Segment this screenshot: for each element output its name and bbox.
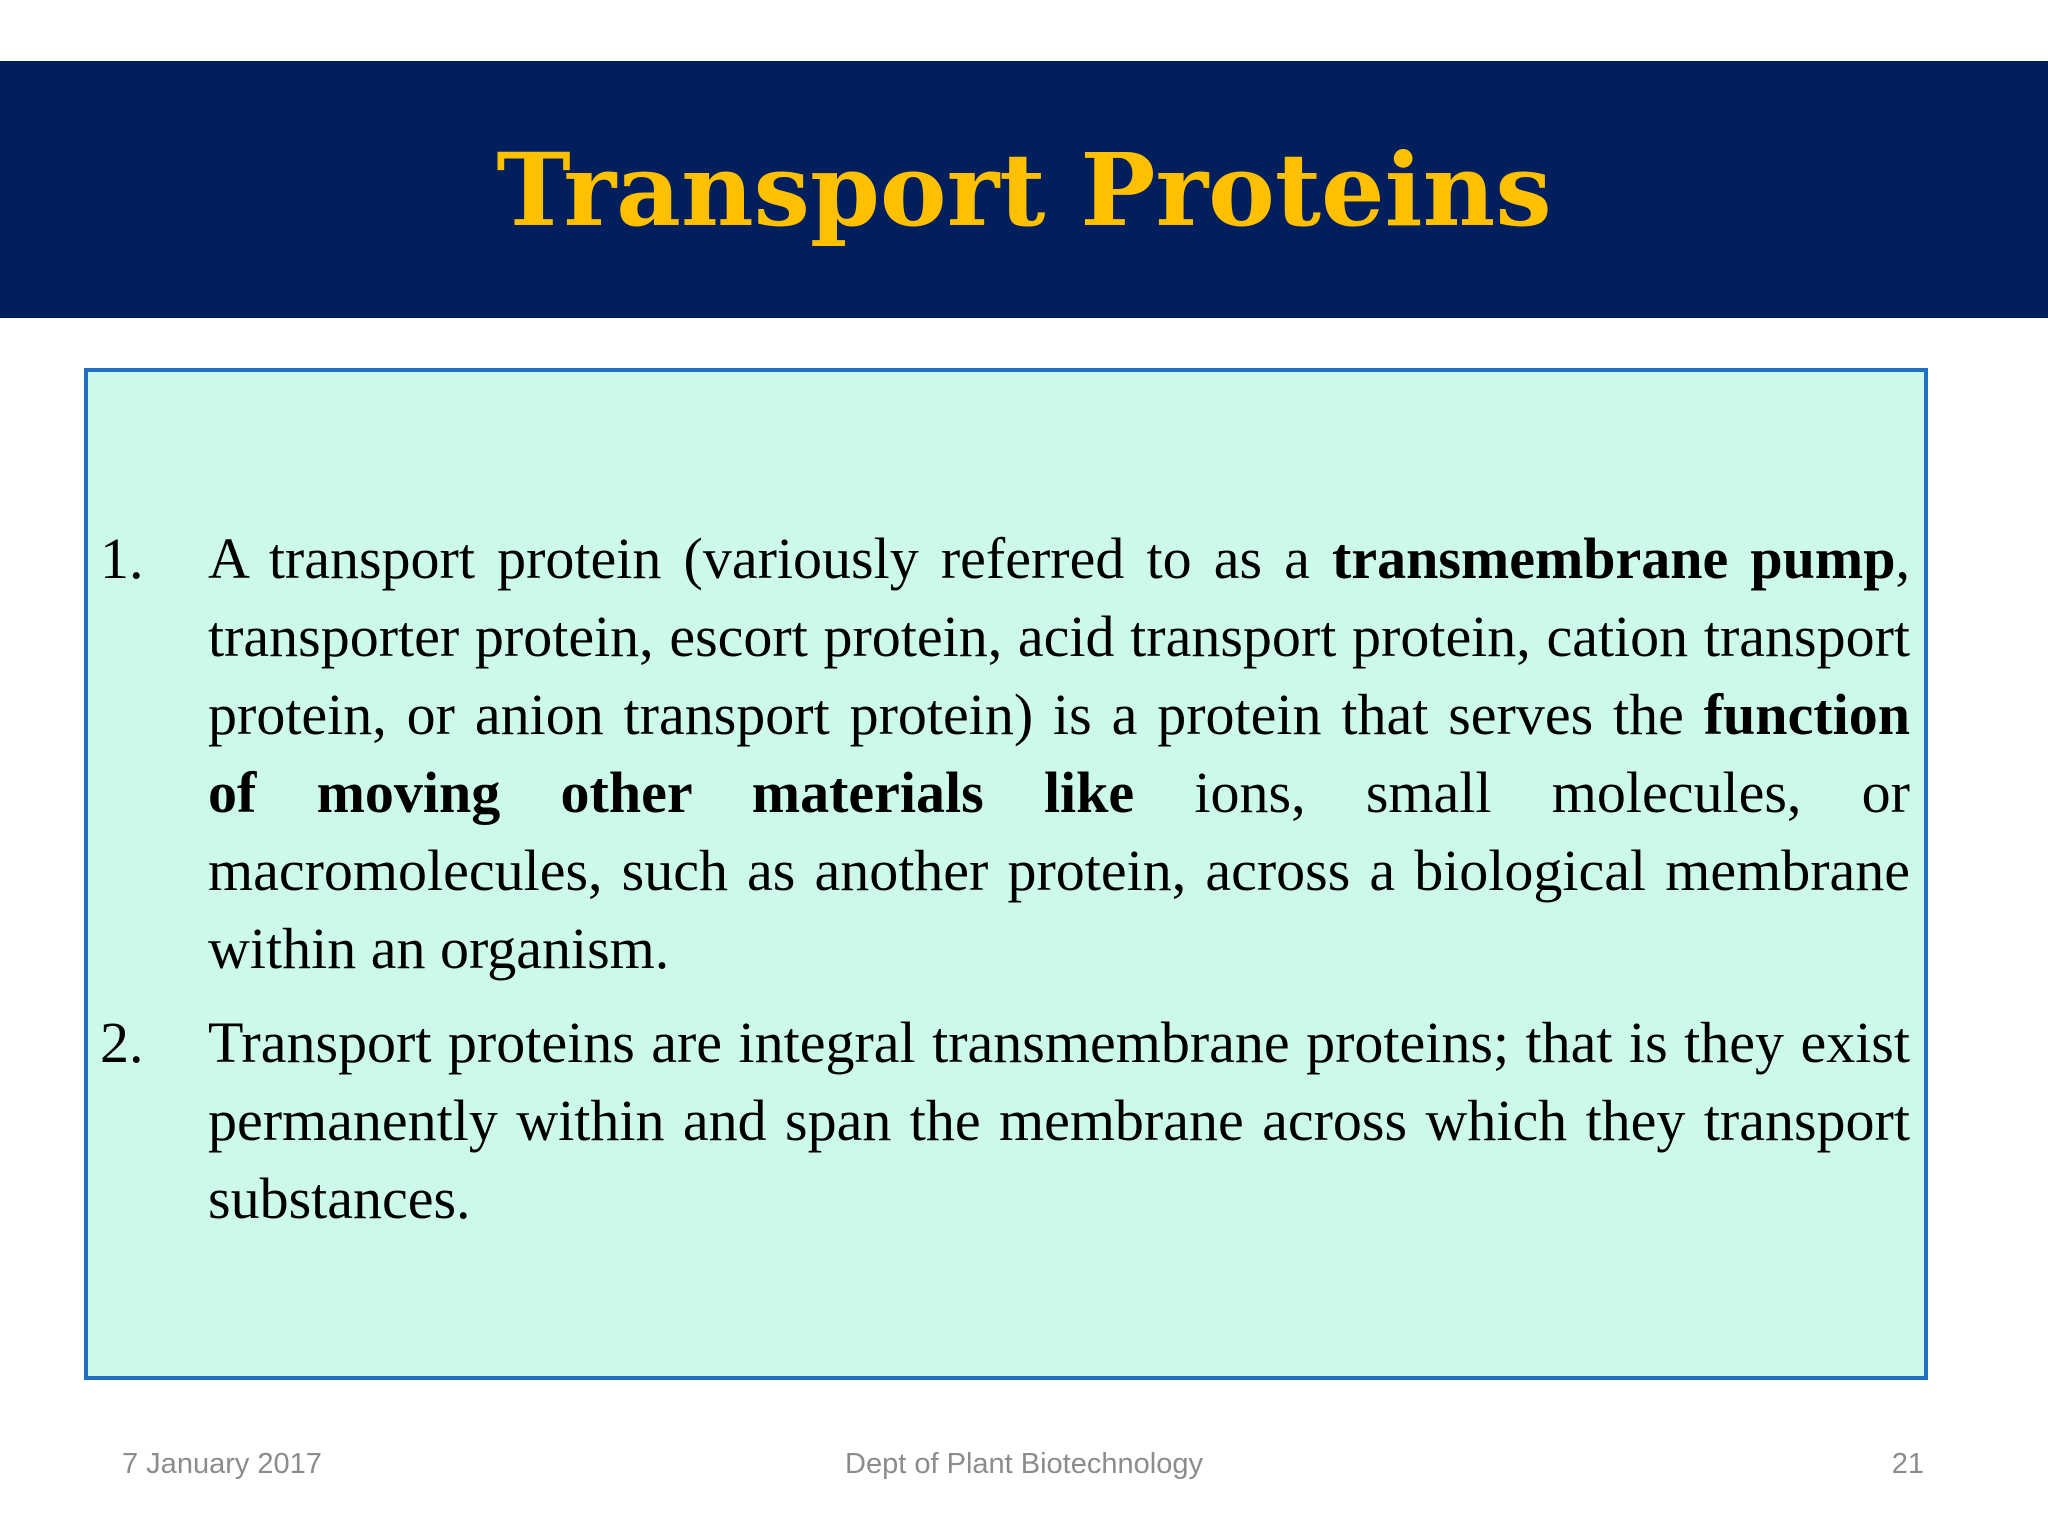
footer-department: Dept of Plant Biotechnology (845, 1448, 1203, 1480)
list-item (100, 1004, 1910, 1238)
slide-title: Transport Proteins (496, 130, 1552, 249)
footer-page-number: 21 (1891, 1448, 1924, 1480)
list-item-text (208, 1010, 1910, 1231)
text-segment: , transporter protein, escort protein, acid transport protein, cation transport protein, or anion transport protein) is a protein that serves the (208, 526, 1911, 747)
text-segment: A transport protein (variously referred to as a (208, 526, 1333, 591)
text-segment: Transport proteins are integral transmembrane proteins; that is they exist permanently within and span the membrane across which they transport substances. (208, 1010, 1910, 1231)
text-segment: ions, small molecules, or macromolecules, such as another protein, across a biological membrane within an organism. (208, 760, 1910, 981)
list-item-number: 2. (100, 1010, 144, 1075)
list-item-text (208, 526, 1910, 981)
bold-segment: transmembrane pump (1332, 526, 1896, 591)
list-item-number: 1. (100, 526, 144, 591)
list-item (100, 520, 1910, 988)
title-band (0, 61, 2048, 318)
content-list (100, 520, 1910, 1254)
bold-segment: function of moving other materials like (208, 682, 1910, 825)
footer-date: 7 January 2017 (122, 1448, 322, 1480)
